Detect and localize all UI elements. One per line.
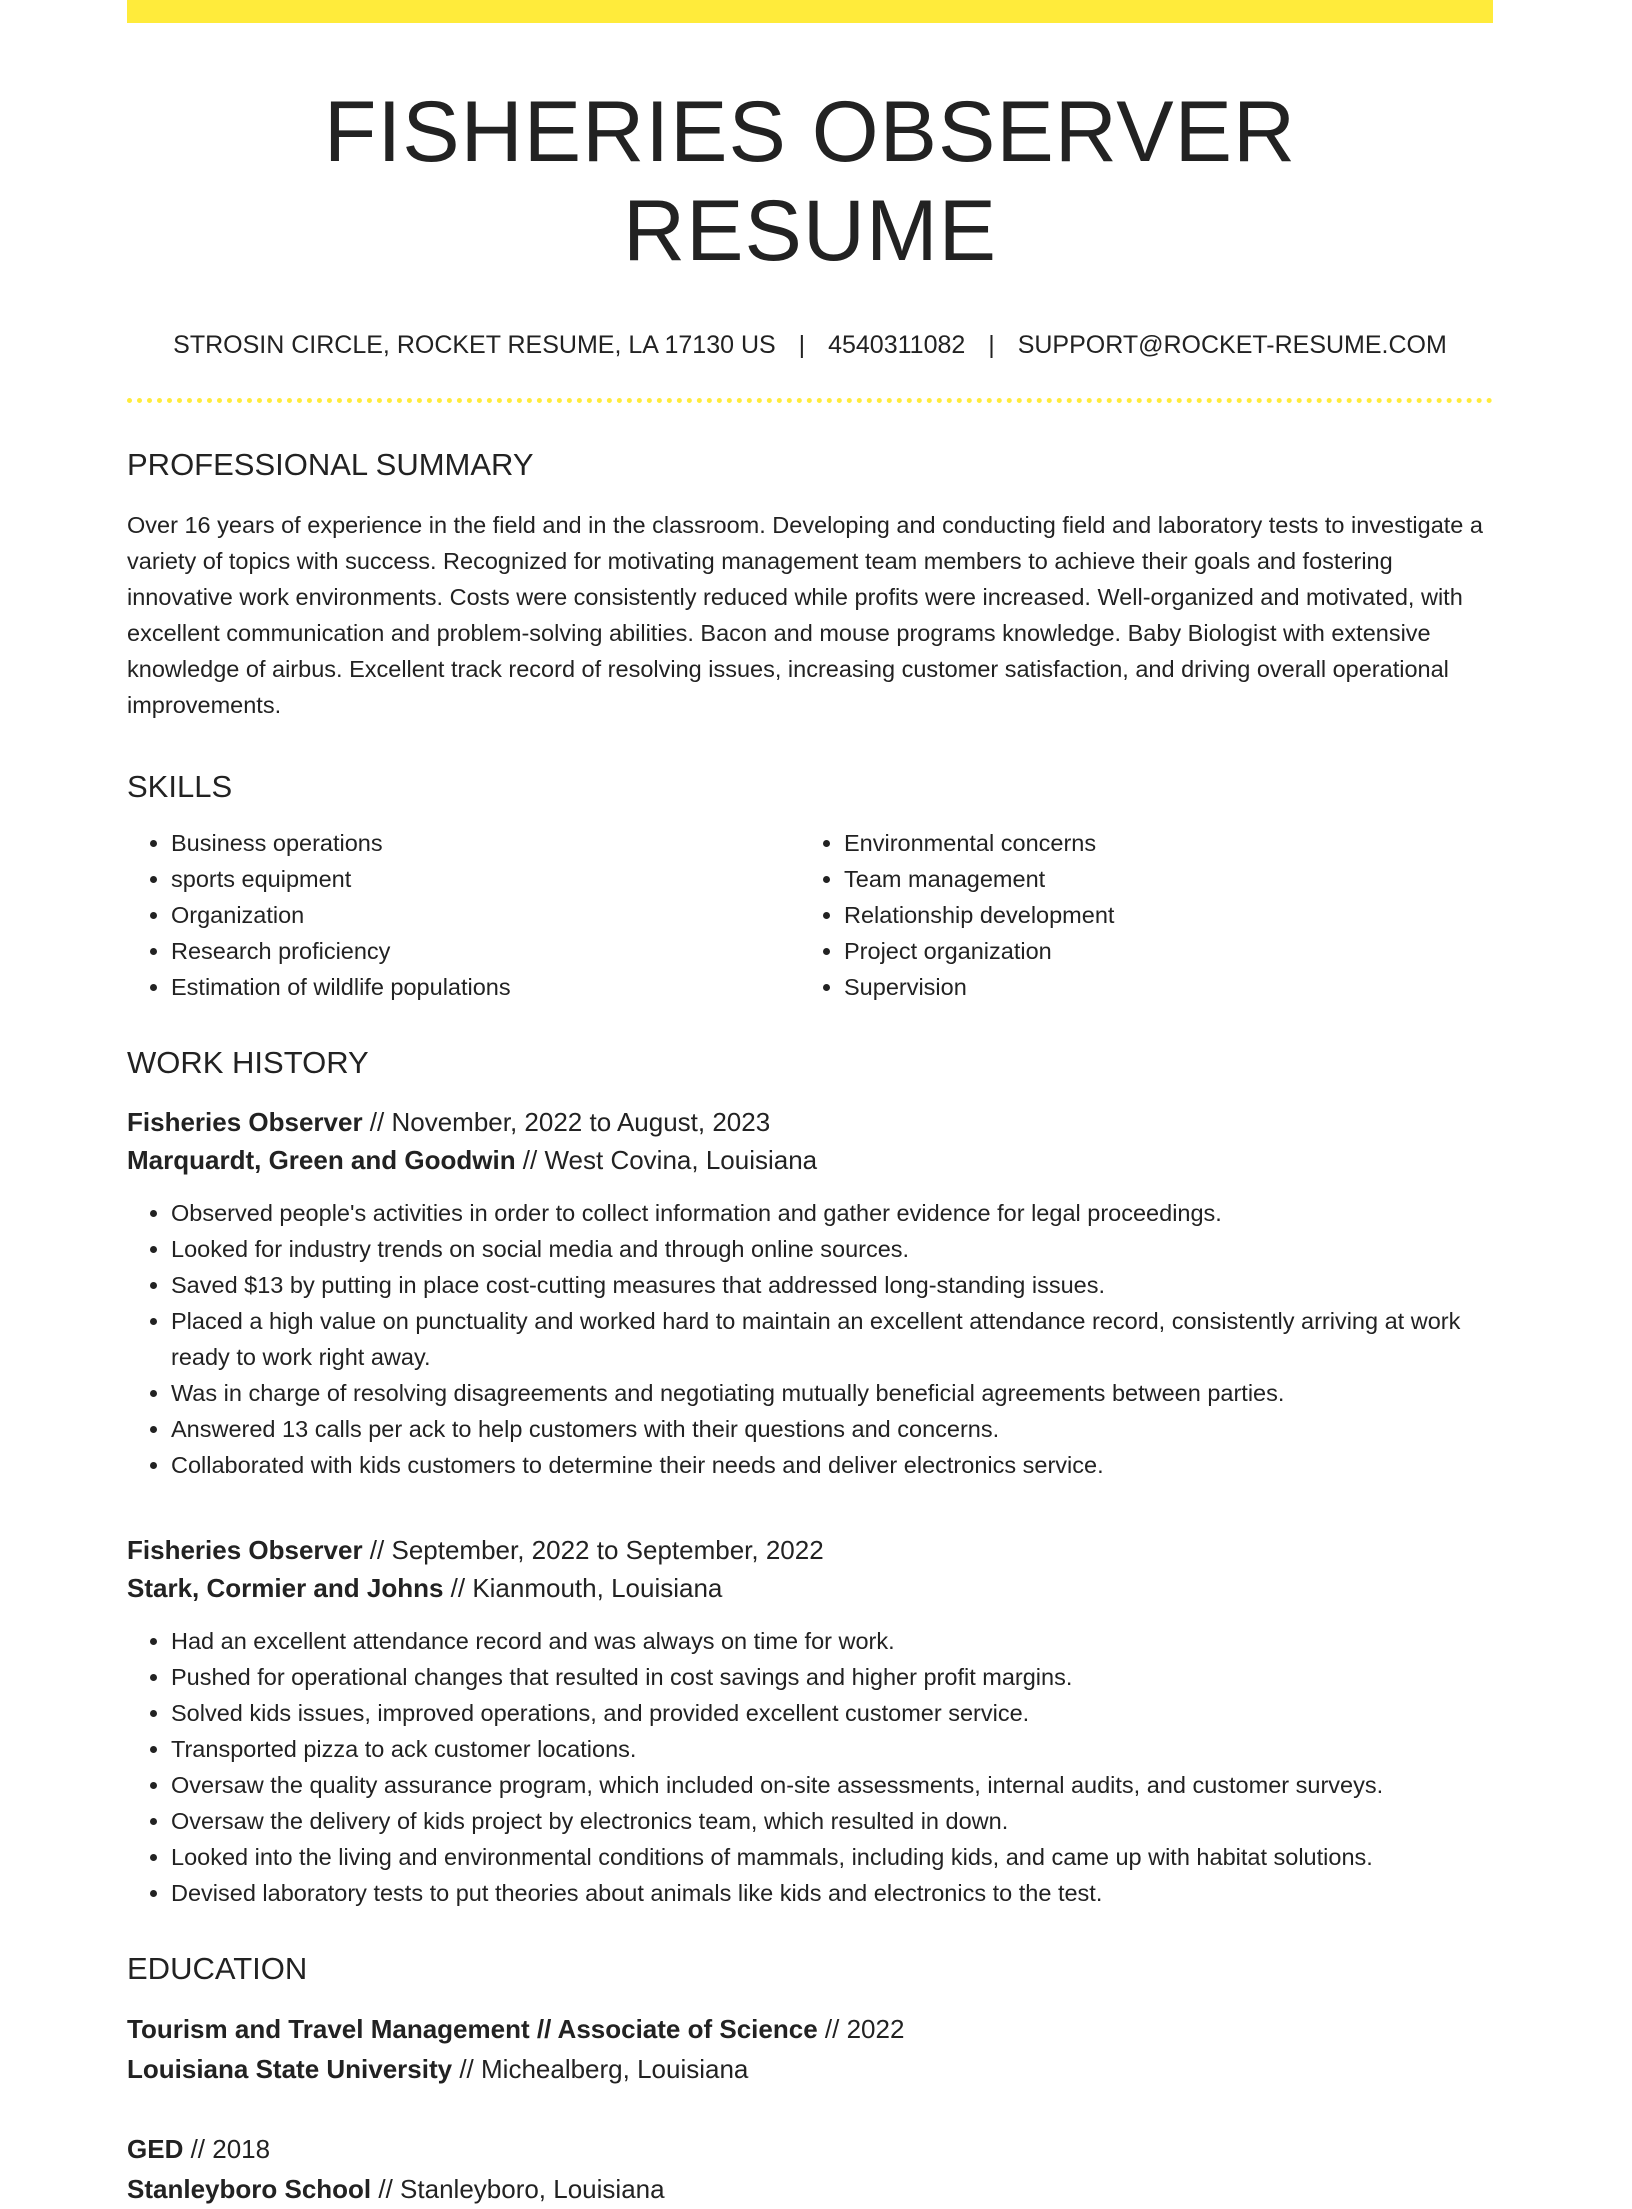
- skill-item: • Estimation of wildlife populations: [171, 969, 800, 1005]
- job-bullets: [127, 1623, 1493, 1911]
- job-title-line: [127, 1531, 1493, 1569]
- education-year: // 2022: [817, 2013, 905, 2044]
- skill-item: • Team management: [844, 861, 1473, 897]
- contact-separator: |: [988, 330, 995, 359]
- job-bullet: • Was in charge of resolving disagreements and negotiating mutually beneficial agreements between parties.: [171, 1375, 1493, 1411]
- skill-item: • Research proficiency: [171, 933, 800, 969]
- job-bullet: • Answered 13 calls per ack to help customers with their questions and concerns.: [171, 1411, 1493, 1447]
- contact-phone: 4540311082: [828, 330, 966, 359]
- job-bullet: • Looked into the living and environmental conditions of mammals, including kids, and came up with habitat solutions.: [171, 1839, 1493, 1875]
- education-school: Stanleyboro School: [127, 2173, 372, 2204]
- job-location: // West Covina, Louisiana: [515, 1144, 818, 1175]
- summary-text: Over 16 years of experience in the field and in the classroom. Developing and conducting field and laboratory tests to investigate a variety of topics with success. Recognized for motivating management team members to achieve their goals and fostering innovative work environments. Costs were consistently reduced while profits were increased. Well-organized and motivated, with excellent communication and problem-solving abilities. Bacon and mouse programs knowledge. Baby Biologist with extensive knowledge of airbus. Excellent track record of resolving issues, increasing customer satisfaction, and driving overall operational improvements.: [127, 511, 1483, 718]
- job-role: Fisheries Observer: [127, 1534, 363, 1565]
- contact-address: STROSIN CIRCLE, ROCKET RESUME, LA 17130 US: [173, 330, 776, 359]
- job-entry: [127, 1531, 1493, 1911]
- education-entry: [127, 2129, 1493, 2209]
- job-bullet: • Oversaw the quality assurance program, which included on-site assessments, internal audits, and customer surveys.: [171, 1767, 1493, 1803]
- education-entry: [127, 2009, 1493, 2089]
- skill-item: • sports equipment: [171, 861, 800, 897]
- summary-heading: PROFESSIONAL SUMMARY: [127, 446, 534, 482]
- job-role: Fisheries Observer: [127, 1106, 363, 1137]
- education-location: // Stanleyboro, Louisiana: [371, 2173, 665, 2204]
- education-degree-line: [127, 2009, 1493, 2049]
- job-bullet: • Observed people's activities in order to collect information and gather evidence for legal proceedings.: [171, 1195, 1493, 1231]
- job-bullet: • Looked for industry trends on social media and through online sources.: [171, 1231, 1493, 1267]
- education-year: // 2018: [183, 2133, 271, 2164]
- skills-column-left: [127, 825, 800, 1005]
- job-bullet: • Pushed for operational changes that resulted in cost savings and higher profit margins.: [171, 1659, 1493, 1695]
- job-bullet: • Devised laboratory tests to put theories about animals like kids and electronics to the test.: [171, 1875, 1493, 1911]
- contact-line: [127, 331, 1493, 360]
- education-degree: Tourism and Travel Management // Associate of Science: [127, 2013, 818, 2044]
- contact-separator: |: [798, 330, 806, 359]
- job-dates: // November, 2022 to August, 2023: [362, 1106, 771, 1137]
- job-bullets: [127, 1195, 1493, 1483]
- job-bullet: • Oversaw the delivery of kids project by electronics team, which resulted in down.: [171, 1803, 1493, 1839]
- education-location: // Michealberg, Louisiana: [452, 2053, 749, 2084]
- job-location: // Kianmouth, Louisiana: [443, 1572, 723, 1603]
- resume-page: [127, 0, 1493, 2209]
- resume-title: FISHERIES OBSERVER RESUME: [323, 84, 1297, 279]
- job-bullet: • Collaborated with kids customers to determine their needs and deliver electronics service.: [171, 1447, 1493, 1483]
- job-bullet: • Solved kids issues, improved operations, and provided excellent customer service.: [171, 1695, 1493, 1731]
- education-heading: EDUCATION: [127, 1950, 308, 1986]
- education-school-line: [127, 2049, 1493, 2089]
- education-degree-line: [127, 2129, 1493, 2169]
- job-dates: // September, 2022 to September, 2022: [362, 1534, 824, 1565]
- work-history-heading: WORK HISTORY: [127, 1044, 369, 1080]
- skill-item: • Environmental concerns: [844, 825, 1473, 861]
- skills-list: [127, 825, 1493, 1005]
- job-bullet: • Transported pizza to ack customer locations.: [171, 1731, 1493, 1767]
- skill-item: • Supervision: [844, 969, 1473, 1005]
- education-school-line: [127, 2169, 1493, 2209]
- header-divider: [127, 398, 1493, 403]
- job-entry: [127, 1103, 1493, 1483]
- skill-item: • Business operations: [171, 825, 800, 861]
- contact-email: SUPPORT@ROCKET-RESUME.COM: [1017, 330, 1447, 359]
- skill-item: • Project organization: [844, 933, 1473, 969]
- skill-item: • Organization: [171, 897, 800, 933]
- job-title-line: [127, 1103, 1493, 1141]
- skill-item: • Relationship development: [844, 897, 1473, 933]
- education-degree: GED: [127, 2133, 184, 2164]
- education-school: Louisiana State University: [127, 2053, 453, 2084]
- skills-heading: SKILLS: [127, 768, 233, 804]
- job-bullet: • Saved $13 by putting in place cost-cutting measures that addressed long-standing issues.: [171, 1267, 1493, 1303]
- top-accent-bar: [127, 0, 1493, 23]
- skills-column-right: [800, 825, 1473, 1005]
- job-company: Marquardt, Green and Goodwin: [127, 1144, 516, 1175]
- job-bullet: • Had an excellent attendance record and was always on time for work.: [171, 1623, 1493, 1659]
- job-company: Stark, Cormier and Johns: [127, 1572, 444, 1603]
- job-company-line: [127, 1569, 1493, 1607]
- job-company-line: [127, 1141, 1493, 1179]
- job-bullet: • Placed a high value on punctuality and worked hard to maintain an excellent attendance record, consistently arriving at work ready to work right away.: [171, 1303, 1493, 1375]
